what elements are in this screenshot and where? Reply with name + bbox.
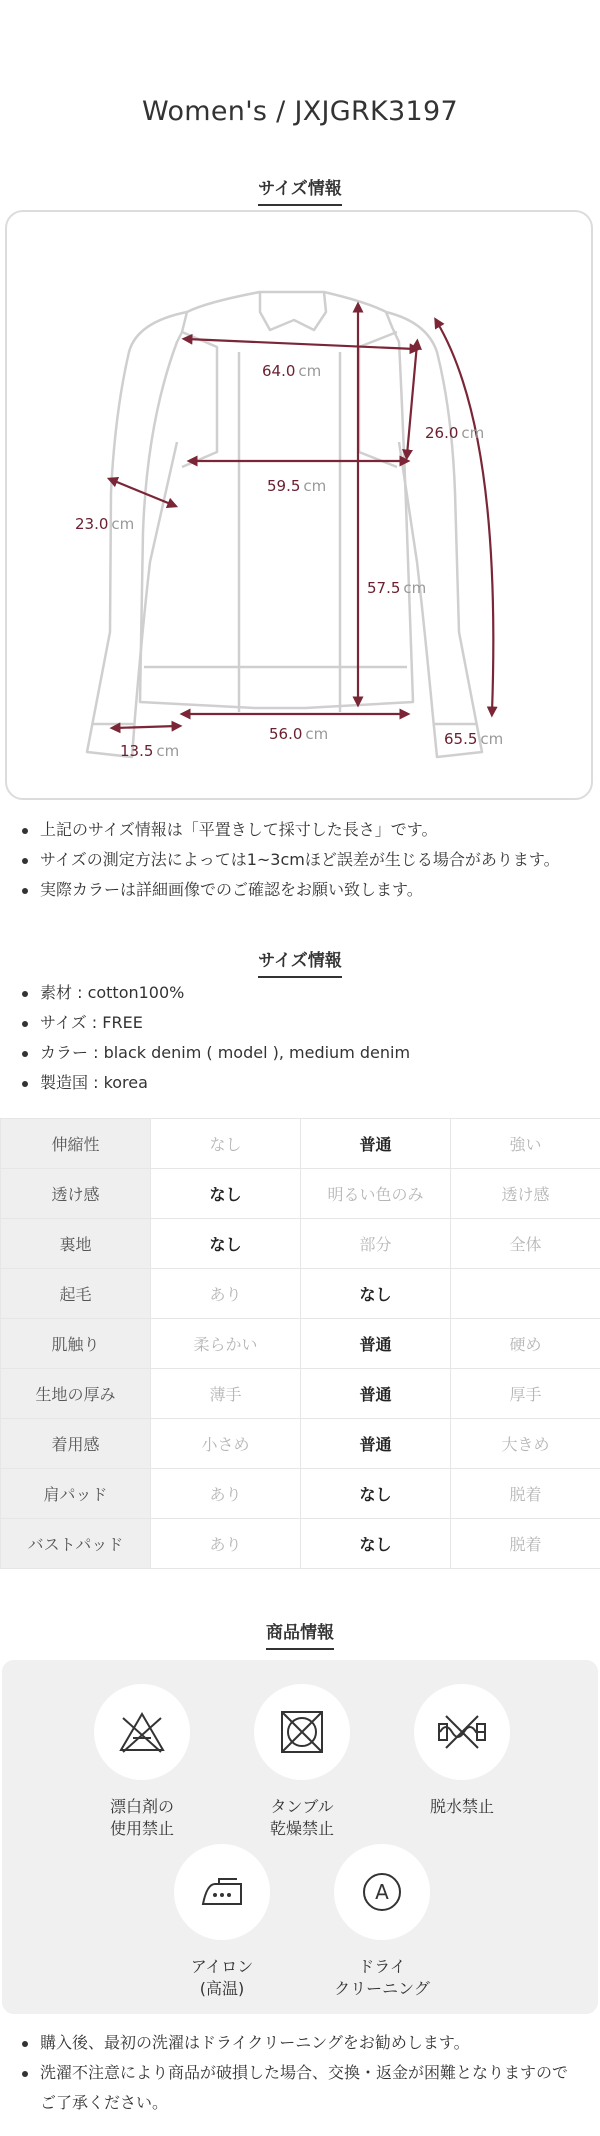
list-item: 購入後、最初の洗濯はドライクリーニングをお勧めします。 [0,2028,600,2058]
product-section-heading: 商品情報 [0,1618,600,1650]
spec-label: 肩パッド [1,1469,151,1519]
spec-option: 薄手 [151,1369,301,1419]
spec-option: 脱着 [451,1469,600,1519]
spec-option: なし [151,1119,301,1169]
spec-label: 透け感 [1,1169,151,1219]
size-diagram [5,210,593,800]
fabric-spec-table [0,1118,600,1569]
spec-option: 透け感 [451,1169,600,1219]
list-item: ご了承ください。 [40,2093,169,2112]
size-notes [0,815,600,905]
spec-label: 生地の厚み [1,1369,151,1419]
spec-option-selected: 普通 [301,1369,451,1419]
spec-option: 小さめ [151,1419,301,1469]
spec-option-selected: なし [151,1219,301,1269]
svg-text:A: A [375,1880,389,1904]
spec-option-selected: 普通 [301,1419,451,1469]
no-tumble-dry-icon [254,1684,350,1780]
spec-option: 硬め [451,1319,600,1369]
table-row [1,1469,600,1519]
info-section-heading: サイズ情報 [0,946,600,978]
list-item: 実際カラーは詳細画像でのご確認をお願い致します。 [0,875,600,905]
table-row [1,1269,600,1319]
spec-option-selected: 普通 [301,1119,451,1169]
spec-option-selected: なし [151,1169,301,1219]
spec-option-selected: 普通 [301,1319,451,1369]
care-instructions [2,1660,598,2014]
sleeve-label: 26.0 cm [425,424,485,442]
dry-clean-icon [334,1844,430,1940]
waist-label: 59.5 cm [267,477,327,495]
list-item: 洗濯不注意により商品が破損した場合、交換・返金が困難となりますので [0,2058,600,2088]
spec-option: あり [151,1269,301,1319]
spec-option: あり [151,1519,301,1569]
table-row [1,1219,600,1269]
table-row [1,1169,600,1219]
list-item: 素材 : cotton100% [0,978,600,1008]
care-label: 漂白剤の 使用禁止 [109,1797,174,1838]
care-label: ドライ クリーニング [334,1957,430,1998]
cuff-label: 13.5 cm [120,742,180,760]
no-wring-icon [414,1684,510,1780]
care-item-no-bleach [77,1684,207,1840]
table-row [1,1319,600,1369]
care-item-iron-high [157,1844,287,2000]
spec-label: 裏地 [1,1219,151,1269]
hem-label: 56.0 cm [269,725,329,743]
spec-label: バストパッド [1,1519,151,1569]
spec-option: 脱着 [451,1519,600,1569]
table-row [1,1369,600,1419]
chest-label: 64.0 cm [262,362,322,380]
list-item: 上記のサイズ情報は「平置きして採寸した長さ」です。 [0,815,600,845]
care-item-dry-clean [317,1844,447,2000]
spec-label: 着用感 [1,1419,151,1469]
table-row [1,1119,600,1169]
product-title: Women's / JXJGRK3197 [142,96,458,127]
spec-option: あり [151,1469,301,1519]
care-label: アイロン (高温) [190,1957,254,1998]
spec-option: 明るい色のみ [301,1169,451,1219]
care-item-no-tumble-dry [237,1684,367,1840]
care-label: 脱水禁止 [429,1797,494,1816]
care-notes [0,2028,600,2118]
spec-option-selected: なし [301,1519,451,1569]
spec-label: 肌触り [1,1319,151,1369]
full-sleeve-label: 65.5 cm [444,730,504,748]
care-item-no-wring [397,1684,527,1818]
care-label: タンブル 乾燥禁止 [269,1797,334,1838]
spec-option: 部分 [301,1219,451,1269]
list-item: サイズ : FREE [0,1008,600,1038]
list-item: サイズの測定方法によっては1~3cmほど誤差が生じる場合があります。 [0,845,600,875]
table-row [1,1419,600,1469]
iron-high-icon [174,1844,270,1940]
length-label: 57.5 cm [367,579,427,597]
spec-option: 大きめ [451,1419,600,1469]
table-row [1,1519,600,1569]
spec-option-selected: なし [301,1269,451,1319]
spec-label: 伸縮性 [1,1119,151,1169]
spec-option-selected: なし [301,1469,451,1519]
list-item: カラー : black denim ( model ), medium denim [0,1038,600,1068]
spec-option: 柔らかい [151,1319,301,1369]
spec-option: 厚手 [451,1369,600,1419]
product-info-list [0,978,600,1098]
spec-label: 起毛 [1,1269,151,1319]
list-item: 製造国 : korea [0,1068,600,1098]
spec-option: 全体 [451,1219,600,1269]
size-section-heading: サイズ情報 [0,174,600,206]
armhole-label: 23.0 cm [75,515,135,533]
jacket-diagram [7,212,595,802]
spec-option [451,1269,600,1319]
no-bleach-icon [94,1684,190,1780]
spec-option: 強い [451,1119,600,1169]
